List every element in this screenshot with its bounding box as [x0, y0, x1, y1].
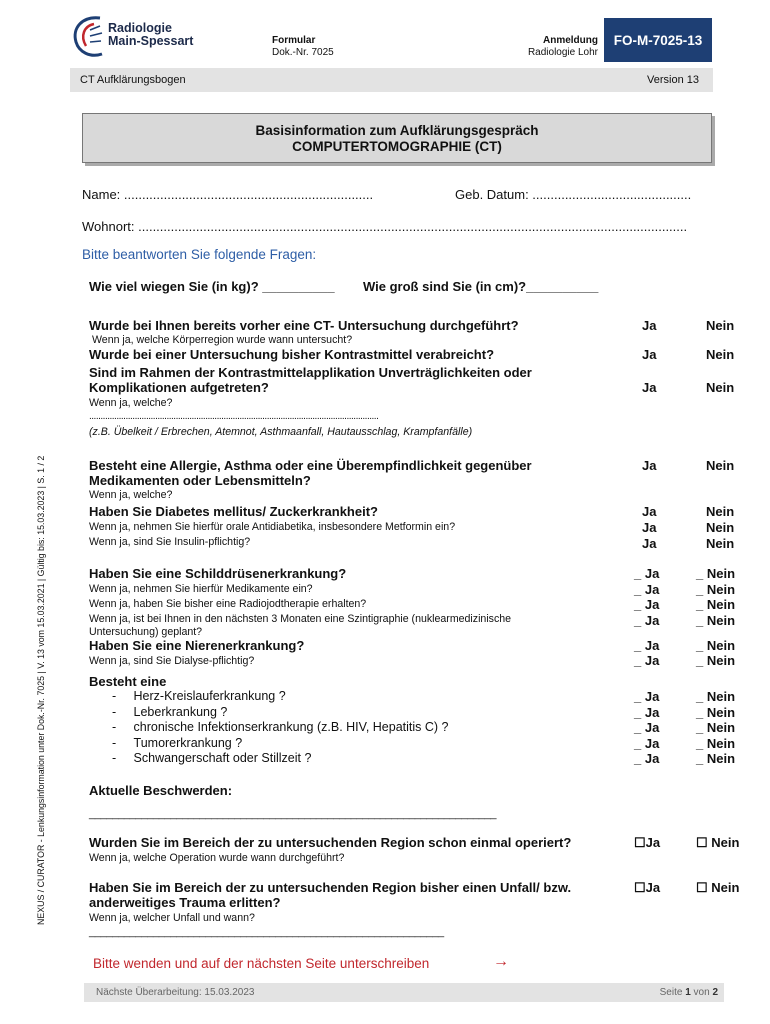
weight-question[interactable]: Wie viel wiegen Sie (in kg)? __________: [89, 279, 335, 294]
formular-label: Formular: [272, 35, 316, 46]
answer-yes-blank[interactable]: _ Ja: [634, 735, 660, 751]
page-of-label: von: [693, 987, 710, 998]
logo-text: [108, 22, 193, 48]
answer-yes-blank[interactable]: _ Ja: [634, 751, 660, 767]
question-contrast-complications-line-1: Sind im Rahmen der Kontrastmittelapplikation Unverträglichkeiten oder: [89, 365, 532, 380]
answer-no-checkbox[interactable]: ☐ Nein: [696, 835, 740, 850]
question-diabetes: Haben Sie Diabetes mellitus/ Zuckerkrankheit?: [89, 504, 378, 519]
answer-no-blank[interactable]: _ Nein: [696, 653, 736, 668]
question-kidney: Haben Sie eine Nierenerkrankung?: [89, 638, 305, 653]
question-sub-radioiodine: Wenn ja, haben Sie bisher eine Radiojodtherapie erhalten?: [89, 598, 367, 610]
question-sub-which: Wenn ja, welche?: [89, 397, 173, 409]
form-id-text: FO-M-7025-13: [613, 32, 703, 48]
condition-item: - Tumorerkrankung ?: [112, 735, 243, 750]
answer-yes-blank[interactable]: _ Ja: [634, 638, 660, 653]
question-thyroid: Haben Sie eine Schilddrüsenerkrankung?: [89, 566, 347, 581]
answer-yes-blank[interactable]: _ Ja: [634, 720, 660, 736]
answer-yes-blank[interactable]: _ Ja: [634, 689, 660, 704]
answer-yes-blank[interactable]: _ Ja: [634, 704, 660, 720]
title-line-1: Basisinformation zum Aufklärungsgespräch: [255, 123, 539, 138]
trauma-answer-line[interactable]: _____________________________________________________________: [89, 926, 444, 938]
answer-no[interactable]: Nein: [706, 347, 735, 362]
answer-yes[interactable]: Ja: [642, 380, 657, 395]
question-sub-previous-ct: Wenn ja, welche Körperregion wurde wann untersucht?: [92, 334, 353, 346]
logo-line-1: Radiologie: [108, 21, 172, 35]
answer-no-blank[interactable]: _ Nein: [696, 704, 736, 720]
answer-no[interactable]: Nein: [706, 536, 735, 551]
title-line-2: COMPUTERTOMOGRAPHIE (CT): [292, 139, 502, 154]
question-trauma-line-1: Haben Sie im Bereich der zu untersuchenden Region bisher einen Unfall/ bzw.: [89, 880, 572, 895]
question-sub-metformin: Wenn ja, nehmen Sie hierfür orale Antidiabetika, insbesondere Metformin ein?: [89, 521, 456, 533]
anmeldung-label: Anmeldung: [543, 35, 598, 46]
condition-item: - Herz-Kreislauferkrankung ?: [112, 689, 286, 703]
page-label: Seite: [659, 987, 683, 998]
form-id-badge: [604, 18, 712, 62]
question-sub-dialysis: Wenn ja, sind Sie Dialyse-pflichtig?: [89, 655, 255, 667]
condition-item: - chronische Infektionserkrankung (z.B. HIV, Hepatitis C) ?: [112, 720, 449, 735]
next-revision-label: Nächste Überarbeitung: 15.03.2023: [96, 987, 255, 998]
answer-no-blank[interactable]: _ Nein: [696, 566, 736, 581]
answer-yes[interactable]: Ja: [642, 504, 657, 519]
complication-examples: (z.B. Übelkeit / Erbrechen, Atemnot, Asthmaanfall, Hautausschlag, Krampfanfälle): [89, 426, 473, 438]
answer-yes-blank[interactable]: _ Ja: [634, 582, 660, 597]
answer-no-blank[interactable]: _ Nein: [696, 735, 736, 751]
answer-yes[interactable]: Ja: [642, 536, 657, 551]
condition-item: - Leberkrankung ?: [112, 704, 228, 719]
answer-no[interactable]: Nein: [706, 520, 735, 535]
question-previous-ct: Wurde bei Ihnen bereits vorher eine CT- Untersuchung durchgeführt?: [89, 318, 519, 333]
question-sub-trauma: Wenn ja, welcher Unfall und wann?: [89, 912, 255, 924]
logo-swirl-icon: [70, 14, 110, 62]
answer-yes[interactable]: Ja: [642, 318, 657, 333]
question-sub-surgery: Wenn ja, welche Operation wurde wann durchgeführt?: [89, 852, 345, 864]
question-trauma-line-2: anderweitiges Trauma erlitten?: [89, 895, 281, 910]
question-allergy-line-1: Besteht eine Allergie, Asthma oder eine Überempfindlichkeit gegenüber: [89, 458, 532, 473]
answer-yes[interactable]: Ja: [642, 458, 657, 473]
question-surgery: Wurden Sie im Bereich der zu untersuchenden Region schon einmal operiert?: [89, 835, 572, 850]
conditions-yes-column: [634, 689, 659, 767]
arrow-right-icon: →: [493, 953, 509, 970]
condition-liver: Leberkrankung ?: [133, 704, 228, 719]
answer-no[interactable]: Nein: [706, 318, 735, 333]
header-location-info: [470, 35, 598, 59]
answer-no[interactable]: Nein: [706, 458, 735, 473]
answer-no-blank[interactable]: _ Nein: [696, 597, 736, 612]
header-document-info: [272, 35, 334, 59]
answer-yes-blank[interactable]: _ Ja: [634, 613, 660, 628]
document-type-label: CT Aufklärungsbogen: [80, 74, 186, 86]
answer-no[interactable]: Nein: [706, 380, 735, 395]
page-indicator: [660, 987, 718, 998]
answer-no-checkbox[interactable]: ☐ Nein: [696, 880, 740, 895]
answer-yes-blank[interactable]: _ Ja: [634, 653, 660, 668]
question-conditions: Besteht eine: [89, 674, 167, 689]
conditions-no-column: [696, 689, 735, 767]
condition-heart: Herz-Kreislauferkrankung ?: [133, 689, 286, 703]
answer-yes[interactable]: Ja: [642, 520, 657, 535]
question-current-complaints: Aktuelle Beschwerden:: [89, 783, 233, 798]
answer-line[interactable]: ...............................................................................................................................: [89, 411, 379, 422]
answer-yes-blank[interactable]: _ Ja: [634, 597, 660, 612]
condition-infection: chronische Infektionserkrankung (z.B. HIV, Hepatitis C) ?: [133, 720, 449, 735]
condition-pregnancy: Schwangerschaft oder Stillzeit ?: [133, 751, 312, 766]
name-field[interactable]: Name: .....................................................................: [82, 187, 374, 202]
page-number: 1: [685, 987, 691, 998]
location-label: Radiologie Lohr: [527, 47, 598, 58]
title-box: [82, 113, 712, 163]
document-number: Dok.-Nr. 7025: [272, 47, 334, 58]
answer-no[interactable]: Nein: [706, 504, 735, 519]
answer-no-blank[interactable]: _ Nein: [696, 638, 736, 653]
answer-no-blank[interactable]: _ Nein: [696, 689, 736, 704]
question-sub-scintigraphy-cont: Untersuchung) geplant?: [89, 626, 203, 638]
question-contrast-agent: Wurde bei einer Untersuchung bisher Kontrastmittel verabreicht?: [89, 347, 495, 362]
answer-yes[interactable]: Ja: [642, 347, 657, 362]
question-sub-insulin: Wenn ja, sind Sie Insulin-pflichtig?: [89, 536, 251, 548]
footer-bar: [84, 983, 724, 1002]
logo-line-2: Main-Spessart: [108, 34, 194, 48]
complaints-answer-line[interactable]: ______________________________________________________________________: [89, 808, 497, 820]
page-total: 2: [712, 987, 718, 998]
answer-no-blank[interactable]: _ Nein: [696, 582, 736, 597]
question-contrast-complications-line-2: Komplikationen aufgetreten?: [89, 380, 269, 395]
height-question[interactable]: Wie groß sind Sie (in cm)?__________: [363, 279, 599, 294]
answer-yes-checkbox[interactable]: ☐Ja: [634, 880, 661, 895]
conditions-list: [112, 689, 449, 767]
intro-text: Bitte beantworten Sie folgende Fragen:: [82, 247, 317, 262]
answer-no-blank[interactable]: _ Nein: [696, 613, 736, 628]
answer-no-blank[interactable]: _ Nein: [696, 720, 736, 736]
sidebar-document-info: NEXUS / CURATOR - Lenkungsinformation unter Dok.-Nr. 7025 | V. 13 vom 15.03.2021 | Gültig bis: 15.03.2023 | S. 1 / 2: [36, 455, 46, 925]
condition-tumor: Tumorerkrankung ?: [133, 735, 243, 750]
condition-item: - Schwangerschaft oder Stillzeit ?: [112, 751, 312, 766]
question-sub-scintigraphy: Wenn ja, ist bei Ihnen in den nächsten 3 Monaten eine Szintigraphie (nuklearmedizinische: [89, 613, 512, 625]
answer-yes-checkbox[interactable]: ☐Ja: [634, 835, 661, 850]
answer-yes-blank[interactable]: _ Ja: [634, 566, 660, 581]
question-sub-which: Wenn ja, welche?: [89, 489, 173, 501]
address-field[interactable]: Wohnort: ........................................................................................................................................................: [82, 219, 688, 234]
question-allergy-line-2: Medikamenten oder Lebensmitteln?: [89, 473, 311, 488]
answer-no-blank[interactable]: _ Nein: [696, 751, 736, 767]
question-sub-thyroid-medication: Wenn ja, nehmen Sie hierfür Medikamente ein?: [89, 583, 313, 595]
turn-page-note: Bitte wenden und auf der nächsten Seite unterschreiben: [93, 956, 430, 971]
header-bar: [70, 68, 713, 92]
version-label: Version 13: [647, 74, 699, 86]
birthdate-field[interactable]: Geb. Datum: ............................................: [455, 187, 692, 202]
